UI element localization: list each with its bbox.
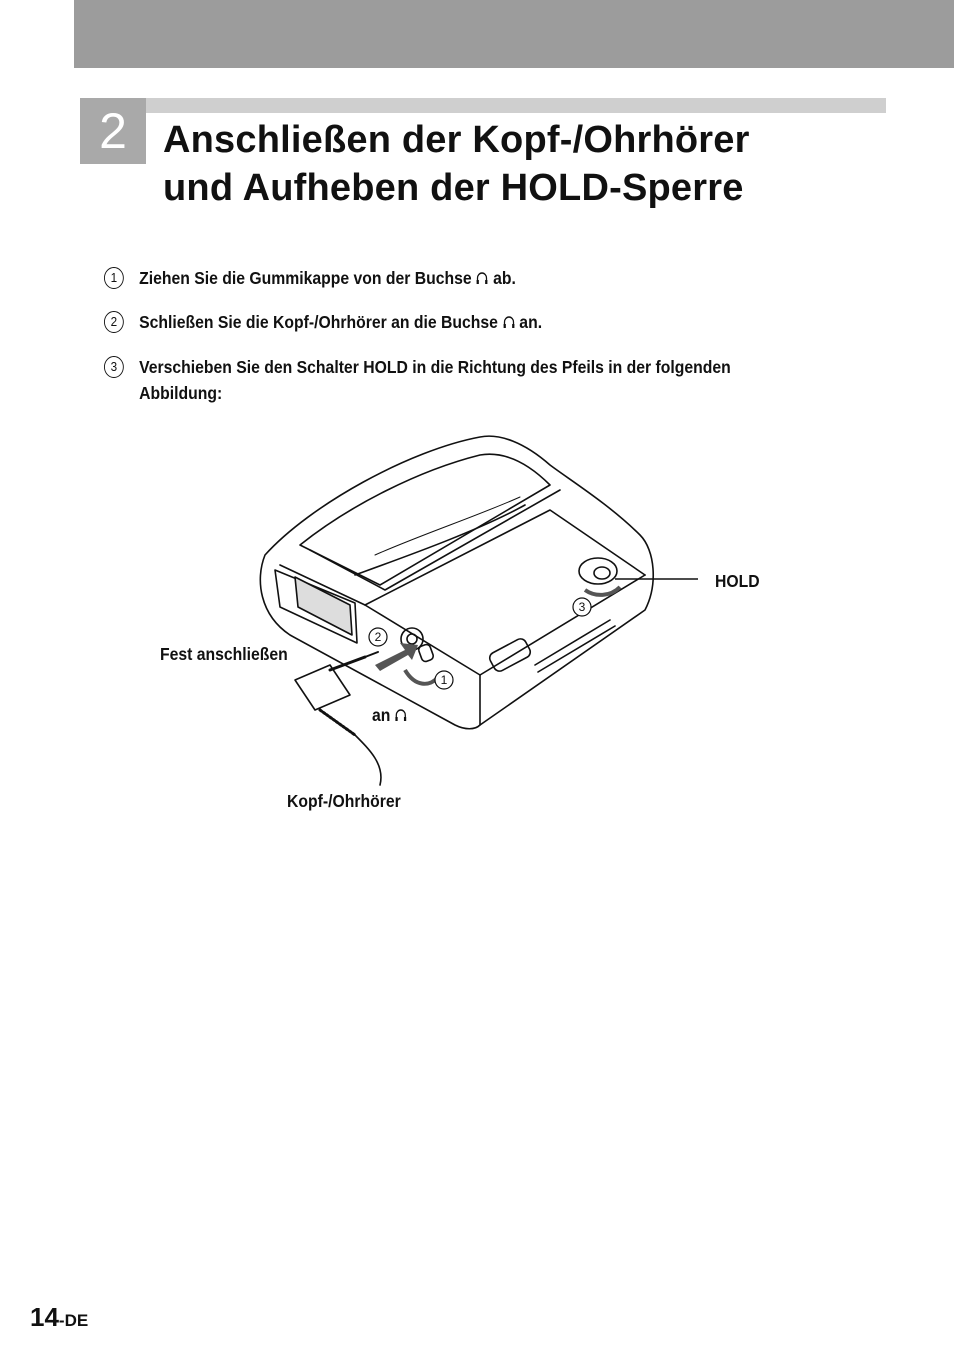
headphone-cable bbox=[355, 735, 381, 785]
callout-3: 3 bbox=[578, 600, 586, 614]
headphones-icon bbox=[502, 315, 515, 329]
hold-switch bbox=[579, 558, 617, 584]
headphones-icon bbox=[395, 708, 408, 722]
device-illustration bbox=[150, 425, 800, 825]
callout-2: 2 bbox=[374, 630, 382, 644]
lid-edge bbox=[310, 490, 560, 590]
section-rule bbox=[146, 98, 886, 113]
step-text: Verschieben Sie den Schalter HOLD in die Richtung des Pfeils in der folgenden bbox=[139, 357, 731, 377]
step-number: 3 bbox=[104, 356, 124, 378]
step-text: Schließen Sie die Kopf-/Ohrhörer an die Buchse bbox=[139, 312, 498, 332]
step-text-end: ab. bbox=[493, 268, 516, 288]
label-hold: HOLD bbox=[715, 571, 760, 591]
page-number: 14-DE bbox=[30, 1302, 89, 1332]
step-text: Ziehen Sie die Gummikappe von der Buchse bbox=[139, 268, 472, 288]
step-text-line2: Abbildung: bbox=[139, 383, 223, 403]
page-title bbox=[163, 116, 883, 212]
header-band bbox=[74, 0, 954, 68]
label-kopf-ohrhoerer: Kopf-/Ohrhörer bbox=[287, 791, 401, 811]
label-fest-anschliessen: Fest anschließen bbox=[160, 644, 288, 664]
label-an: an bbox=[372, 705, 407, 726]
title-line-2: und Aufheben der HOLD-Sperre bbox=[163, 167, 744, 209]
headphone-plug bbox=[295, 665, 350, 710]
insert-arrow bbox=[375, 643, 418, 671]
step-number: 1 bbox=[104, 267, 124, 289]
section-number: 2 bbox=[80, 98, 146, 164]
callout-1: 1 bbox=[440, 673, 448, 687]
headphones-icon bbox=[476, 271, 489, 285]
title-line-1: Anschließen der Kopf-/Ohrhörer bbox=[163, 119, 750, 161]
step-number: 2 bbox=[104, 311, 124, 333]
step-text-end: an. bbox=[519, 312, 543, 332]
remove-cap-arrow bbox=[405, 670, 438, 684]
